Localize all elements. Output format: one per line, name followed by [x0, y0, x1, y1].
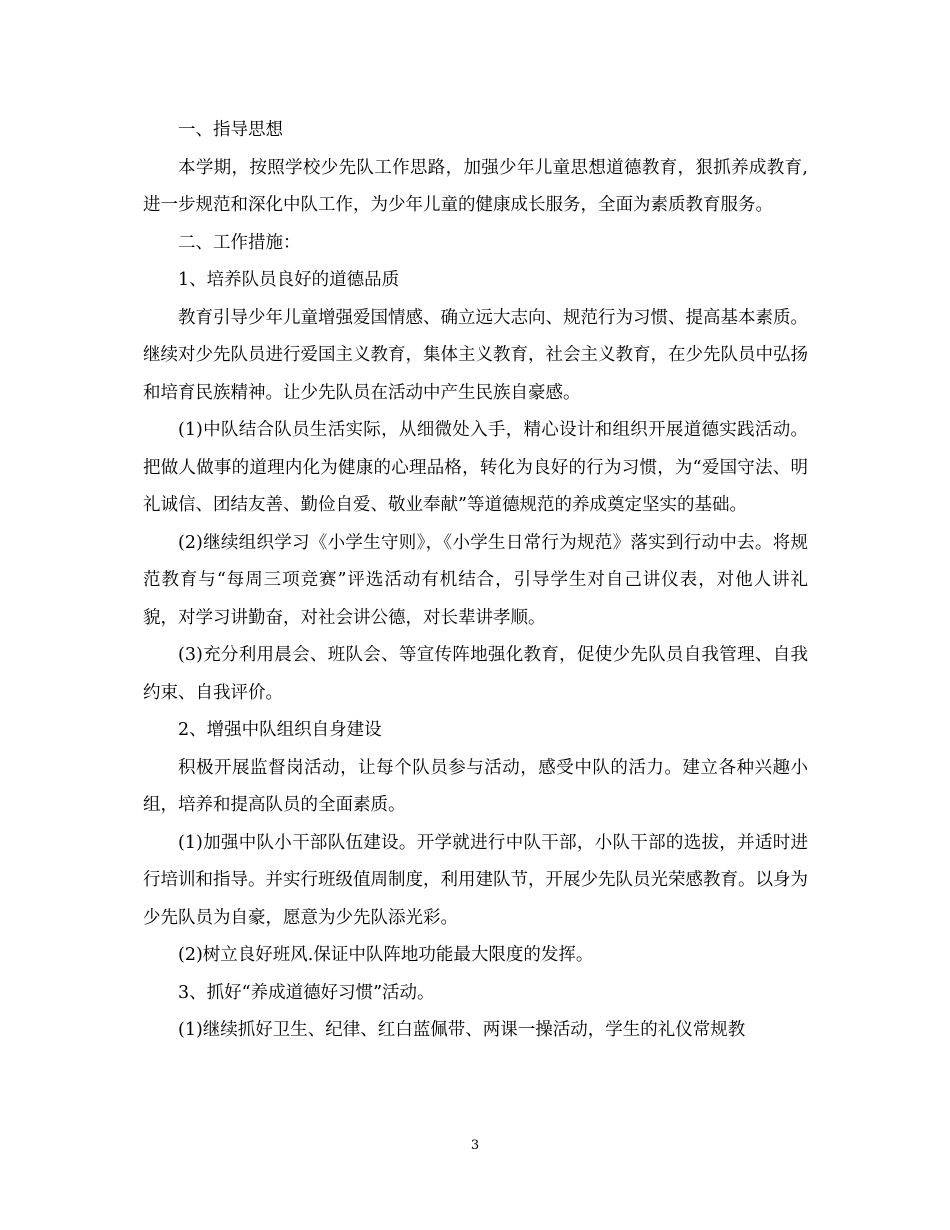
- section-heading-guiding-thought: 一、指导思想: [178, 120, 283, 140]
- paragraph-guiding-thought: 本学期，按照学校少先队工作思路，加强少年儿童思想道德教育，狠抓养成教育,进一步规范和深化中队工作，为少年儿童的健康成长服务，全面为素质教育服务。: [143, 157, 808, 215]
- paragraph-item-3-propaganda: (3)充分利用晨会、班队会、等宣传阵地强化教育，促使少先队员自我管理、自我约束、自我评价。: [143, 645, 808, 703]
- paragraph-supervision: 积极开展监督岗活动，让每个队员参与活动，感受中队的活力。建立各种兴趣小组，培养和提高队员的全面素质。: [143, 757, 808, 815]
- section-heading-work-measures: 二、工作措施：: [178, 232, 301, 253]
- paragraph-item-2-rules: (2)继续组织学习《小学生守则》，《小学生日常行为规范》落实到行动中去。将规范教育与“每周三项竞赛”评选活动有机结合，引导学生对自己讲仪表，对他人讲礼貌，对学习讲勤奋，对社会讲公德，对长辈讲孝顺。: [143, 532, 808, 628]
- subheading-organization-building: 2、增强中队组织自身建设: [178, 720, 382, 740]
- subheading-good-habits: 3、抓好“养成道德好习惯”活动。: [178, 982, 435, 1003]
- paragraph-item-1-cadres: (1)加强中队小干部队伍建设。开学就进行中队干部，小队干部的选拔，并适时进行培训和指导。并实行班级值周制度，利用建队节，开展少先队员光荣感教育。以身为少先队员为自豪，愿意为少先队添光彩。: [143, 832, 808, 928]
- page-number: 3: [470, 1138, 480, 1153]
- subheading-moral-quality: 1、培养队员良好的道德品质: [178, 270, 400, 290]
- document-body: [143, 112, 808, 1050]
- paragraph-item-1-hygiene: (1)继续抓好卫生、纪律、红白蓝佩带、两课一操活动，学生的礼仪常规教: [178, 1020, 746, 1040]
- paragraph-item-2-class-style: (2)树立良好班风.保证中队阵地功能最大限度的发挥。: [178, 945, 594, 965]
- paragraph-moral-education: 教育引导少年儿童增强爱国情感、确立远大志向、规范行为习惯、提高基本素质。继续对少先队员进行爱国主义教育，集体主义教育，社会主义教育，在少先队员中弘扬和培育民族精神。让少先队员在活动中产生民族自豪感。: [143, 307, 808, 403]
- paragraph-item-1-practice: (1)中队结合队员生活实际，从细微处入手，精心设计和组织开展道德实践活动。把做人做事的道理内化为健康的心理品格，转化为良好的行为习惯，为“爱国守法、明礼诚信、团结友善、勤俭自爱、敬业奉献”等道德规范的养成奠定坚实的基础。: [143, 420, 808, 515]
